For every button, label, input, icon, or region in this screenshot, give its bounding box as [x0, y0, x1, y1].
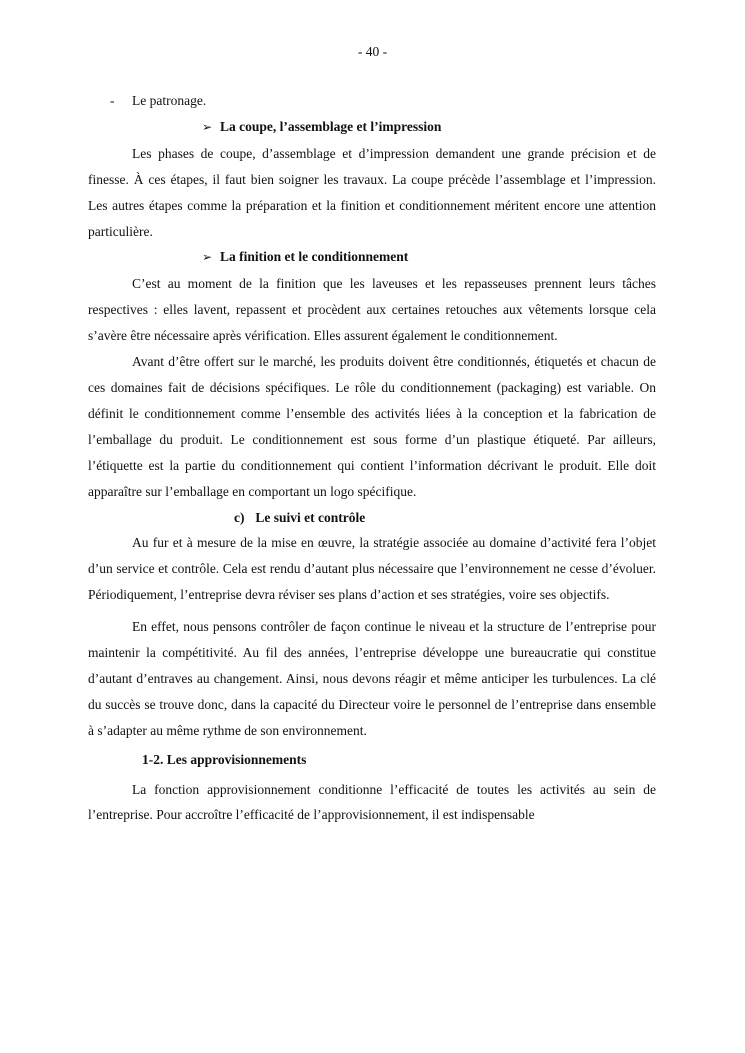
dash-item-text: Le patronage.: [132, 93, 207, 108]
paragraph-finition-1: C’est au moment de la finition que les laveuses et les repasseuses prennent leurs tâches respectives : elles lavent, repassent et procèdent aux certaines retouches aux vêtements lorsque cela s’avère être nécessaire après vérification. Elles assurent également le conditionnement.: [88, 276, 656, 344]
section-heading-finition: [88, 244, 656, 271]
heading-text: Le suivi et contrôle: [255, 509, 366, 525]
arrow-bullet-icon: ➢: [202, 250, 213, 265]
page-content: [88, 88, 656, 828]
paragraph-suivi-2: En effet, nous pensons contrôler de façon continue le niveau et la structure de l’entreprise pour maintenir la compétitivité. Au fil des années, l’entreprise développe une bureaucratie qui constitue d’autant d’entraves au changement. Ainsi, nous devons réagir et même anticiper les turbulences. La clé du succès se trouve donc, dans la capacité du Directeur voire le personnel de l’entreprise dans ensemble à s’adapter au même rythme de son environnement.: [88, 619, 656, 738]
section-heading-suivi: [88, 505, 656, 531]
paragraph-coupe: Les phases de coupe, d’assemblage et d’impression demandent une grande précision et de finesse. À ces étapes, il faut bien soigner les travaux. La coupe précède l’assemblage et l’impression. Les autres étapes comme la préparation et la finition et conditionnement méritent encore une attention particulière.: [88, 145, 656, 239]
arrow-bullet-icon: ➢: [202, 119, 213, 134]
paragraph-suivi-1: Au fur et à mesure de la mise en œuvre, la stratégie associée au domaine d’activité fera l’objet d’un service et contrôle. Cela est rendu d’autant plus nécessaire que l’environnement ne cesse d’évoluer. Périodiquement, l’entreprise devra réviser ses plans d’action et ses stratégies, voire ses objectifs.: [88, 535, 656, 603]
dash-marker: -: [110, 93, 115, 108]
paragraph-finition-2: Avant d’être offert sur le marché, les produits doivent être conditionnés, étiquetés et chacun de ces domaines fait de décisions spécifiques. Le rôle du conditionnement (packaging) est variable. On définit le conditionnement comme l’ensemble des activités liées à la conception et la fabrication de l’emballage du produit. Le conditionnement est sous forme d’un plastique étiqueté. Par ailleurs, l’étiquette est la partie du conditionnement qui contient l’information décrivant le produit. Elle doit apparaître sur l’emballage en comportant un logo spécifique.: [88, 354, 656, 499]
page-number: - 40 -: [357, 44, 388, 59]
heading-text: La finition et le conditionnement: [220, 249, 409, 265]
heading-text: La coupe, l’assemblage et l’impression: [220, 118, 442, 134]
section-heading-coupe: [88, 114, 656, 141]
dash-list-item: [88, 88, 656, 114]
heading-label: c): [234, 509, 245, 525]
section-heading-approvisionnements: 1-2. Les approvisionnements: [142, 751, 307, 767]
paragraph-approvisionnements: La fonction approvisionnement conditionne l’efficacité de toutes les activités au sein de l’entreprise. Pour accroître l’efficacité de l’approvisionnement, il est indispensable: [88, 781, 656, 823]
